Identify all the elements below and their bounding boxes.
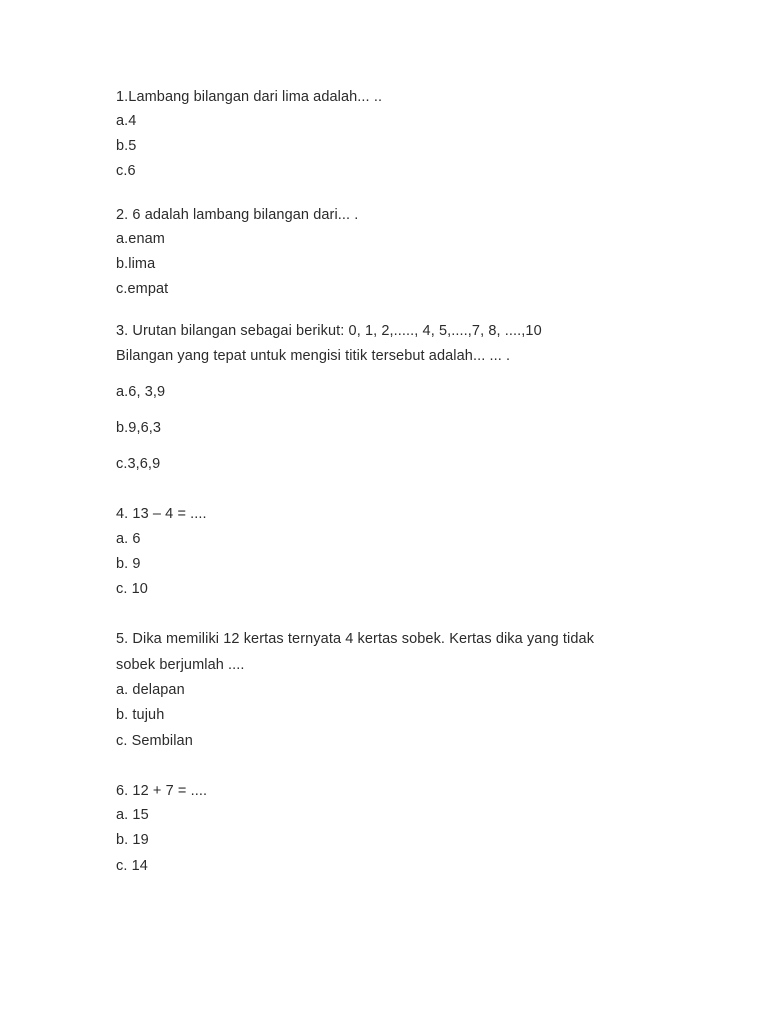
question-1-option-a: a.4 bbox=[116, 113, 137, 129]
question-5-text: 5. Dika memiliki 12 kertas ternyata 4 kertas sobek. Kertas dika yang tidak bbox=[116, 631, 595, 647]
question-3-text: 3. Urutan bilangan sebagai berikut: 0, 1, 2,....., 4, 5,....,7, 8, ....,10 bbox=[116, 323, 542, 339]
question-6-option-c: c. 14 bbox=[116, 858, 148, 874]
question-6-option-a: a. 15 bbox=[116, 807, 149, 823]
question-1-option-b: b.5 bbox=[116, 138, 137, 154]
question-2-option-c: c.empat bbox=[116, 281, 169, 297]
question-1-text: 1.Lambang bilangan dari lima adalah... .. bbox=[116, 89, 383, 105]
question-5-text-line-2: sobek berjumlah .... bbox=[116, 657, 245, 673]
question-3-option-c: c.3,6,9 bbox=[116, 456, 161, 472]
question-2-text: 2. 6 adalah lambang bilangan dari... . bbox=[116, 207, 359, 223]
question-5-option-b: b. tujuh bbox=[116, 707, 165, 723]
question-4-text: 4. 13 – 4 = .... bbox=[116, 506, 207, 522]
question-4-option-c: c. 10 bbox=[116, 581, 148, 597]
question-3-option-a: a.6, 3,9 bbox=[116, 384, 166, 400]
question-2-option-b: b.lima bbox=[116, 256, 156, 272]
question-1-option-c: c.6 bbox=[116, 163, 136, 179]
question-5-option-c: c. Sembilan bbox=[116, 733, 193, 749]
question-6-option-b: b. 19 bbox=[116, 832, 149, 848]
question-2-option-a: a.enam bbox=[116, 231, 165, 247]
question-5-option-a: a. delapan bbox=[116, 682, 185, 698]
question-4-option-b: b. 9 bbox=[116, 556, 141, 572]
question-6-text: 6. 12 + 7 = .... bbox=[116, 783, 208, 799]
question-4-option-a: a. 6 bbox=[116, 531, 141, 547]
question-3-text-line-2: Bilangan yang tepat untuk mengisi titik tersebut adalah... ... . bbox=[116, 348, 511, 364]
question-3-option-b: b.9,6,3 bbox=[116, 420, 162, 436]
